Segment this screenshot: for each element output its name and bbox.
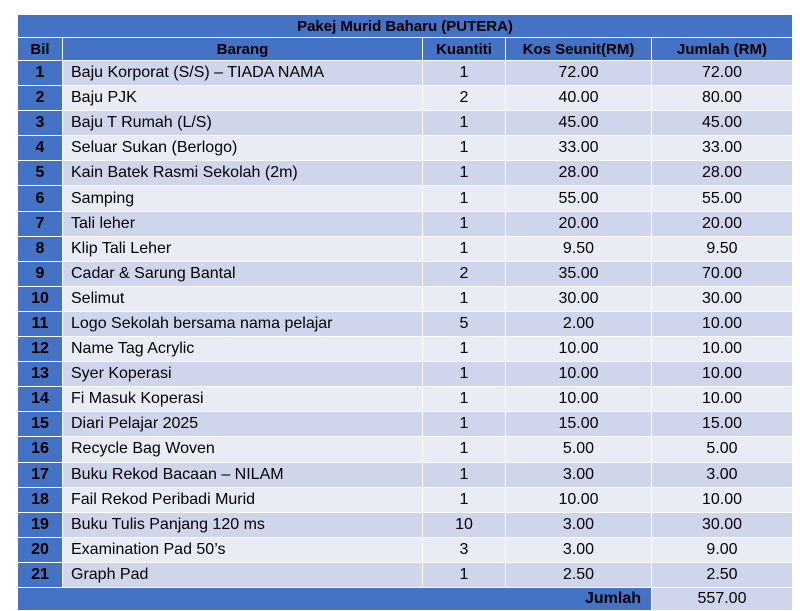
cell-barang: Baju T Rumah (L/S) [63,111,423,136]
cell-bil: 1 [18,61,63,86]
table-title: Pakej Murid Baharu (PUTERA) [18,15,793,38]
cell-jumlah: 20.00 [652,211,793,236]
cell-bil: 19 [18,512,63,537]
cell-barang: Fail Rekod Peribadi Murid [63,487,423,512]
cell-jumlah: 30.00 [652,512,793,537]
table-row [18,537,793,562]
cell-kuantiti: 3 [423,537,506,562]
cell-kuantiti: 10 [423,512,506,537]
table-row [18,61,793,86]
cell-kos-seunit: 35.00 [506,261,652,286]
cell-kuantiti: 1 [423,387,506,412]
table-row [18,86,793,111]
cell-barang: Logo Sekolah bersama nama pelajar [63,311,423,336]
cell-bil: 3 [18,111,63,136]
cell-kuantiti: 1 [423,337,506,362]
cell-kos-seunit: 10.00 [506,387,652,412]
table-row [18,487,793,512]
table-row [18,512,793,537]
cell-barang: Examination Pad 50’s [63,537,423,562]
cell-jumlah: 45.00 [652,111,793,136]
cell-kuantiti: 1 [423,136,506,161]
table-row [18,236,793,261]
cell-kos-seunit: 20.00 [506,211,652,236]
cell-kos-seunit: 28.00 [506,161,652,186]
cell-kos-seunit: 3.00 [506,537,652,562]
cell-barang: Baju PJK [63,86,423,111]
header-bil: Bil [18,38,63,61]
table-row [18,337,793,362]
cell-bil: 9 [18,261,63,286]
cell-barang: Klip Tali Leher [63,236,423,261]
table-row [18,261,793,286]
table-row [18,286,793,311]
cell-barang: Samping [63,186,423,211]
cell-barang: Diari Pelajar 2025 [63,412,423,437]
cell-jumlah: 33.00 [652,136,793,161]
cell-jumlah: 10.00 [652,311,793,336]
table-row [18,562,793,587]
cell-kos-seunit: 40.00 [506,86,652,111]
cell-kos-seunit: 72.00 [506,61,652,86]
table-row [18,437,793,462]
cell-barang: Buku Tulis Panjang 120 ms [63,512,423,537]
cell-kos-seunit: 33.00 [506,136,652,161]
table-row [18,362,793,387]
table-body [18,61,793,588]
cell-bil: 11 [18,311,63,336]
cell-kos-seunit: 10.00 [506,362,652,387]
cell-barang: Cadar & Sarung Bantal [63,261,423,286]
cell-kos-seunit: 55.00 [506,186,652,211]
header-jumlah: Jumlah (RM) [652,38,793,61]
cell-bil: 15 [18,412,63,437]
cell-bil: 6 [18,186,63,211]
cell-jumlah: 10.00 [652,337,793,362]
total-row [18,587,793,610]
cell-bil: 5 [18,161,63,186]
table-row [18,387,793,412]
cell-jumlah: 9.00 [652,537,793,562]
table-row [18,462,793,487]
total-label: Jumlah [18,587,652,610]
cell-barang: Selimut [63,286,423,311]
cell-kos-seunit: 10.00 [506,337,652,362]
cell-kuantiti: 2 [423,261,506,286]
cell-jumlah: 80.00 [652,86,793,111]
header-kos-seunit: Kos Seunit(RM) [506,38,652,61]
header-row [18,38,793,61]
cell-jumlah: 2.50 [652,562,793,587]
cell-kos-seunit: 3.00 [506,512,652,537]
cell-barang: Kain Batek Rasmi Sekolah (2m) [63,161,423,186]
cell-kuantiti: 1 [423,61,506,86]
cell-kuantiti: 2 [423,86,506,111]
table-row [18,311,793,336]
table-row [18,211,793,236]
header-kuantiti: Kuantiti [423,38,506,61]
table-row [18,186,793,211]
cell-bil: 2 [18,86,63,111]
cell-kuantiti: 1 [423,362,506,387]
cell-kuantiti: 1 [423,161,506,186]
cell-bil: 17 [18,462,63,487]
table-row [18,161,793,186]
cell-kos-seunit: 45.00 [506,111,652,136]
cell-kuantiti: 1 [423,462,506,487]
cell-bil: 8 [18,236,63,261]
cell-barang: Graph Pad [63,562,423,587]
package-table [17,14,793,611]
cell-jumlah: 10.00 [652,362,793,387]
header-barang: Barang [63,38,423,61]
cell-kuantiti: 1 [423,236,506,261]
cell-kos-seunit: 15.00 [506,412,652,437]
cell-bil: 4 [18,136,63,161]
cell-kos-seunit: 2.00 [506,311,652,336]
cell-kuantiti: 1 [423,562,506,587]
cell-bil: 12 [18,337,63,362]
cell-barang: Name Tag Acrylic [63,337,423,362]
cell-kuantiti: 1 [423,412,506,437]
cell-kos-seunit: 9.50 [506,236,652,261]
package-table-container [17,14,792,611]
cell-jumlah: 10.00 [652,387,793,412]
cell-jumlah: 70.00 [652,261,793,286]
table-row [18,111,793,136]
cell-kos-seunit: 10.00 [506,487,652,512]
cell-kuantiti: 1 [423,286,506,311]
cell-bil: 20 [18,537,63,562]
cell-jumlah: 5.00 [652,437,793,462]
cell-jumlah: 55.00 [652,186,793,211]
cell-bil: 16 [18,437,63,462]
cell-barang: Buku Rekod Bacaan – NILAM [63,462,423,487]
cell-barang: Syer Koperasi [63,362,423,387]
cell-jumlah: 10.00 [652,487,793,512]
table-row [18,136,793,161]
cell-bil: 13 [18,362,63,387]
cell-kuantiti: 1 [423,437,506,462]
cell-bil: 10 [18,286,63,311]
cell-kuantiti: 1 [423,111,506,136]
cell-jumlah: 30.00 [652,286,793,311]
cell-kos-seunit: 30.00 [506,286,652,311]
cell-jumlah: 72.00 [652,61,793,86]
cell-barang: Seluar Sukan (Berlogo) [63,136,423,161]
cell-kuantiti: 1 [423,211,506,236]
cell-barang: Fi Masuk Koperasi [63,387,423,412]
cell-kos-seunit: 5.00 [506,437,652,462]
cell-barang: Recycle Bag Woven [63,437,423,462]
cell-bil: 18 [18,487,63,512]
cell-barang: Tali leher [63,211,423,236]
cell-bil: 21 [18,562,63,587]
cell-jumlah: 3.00 [652,462,793,487]
cell-jumlah: 15.00 [652,412,793,437]
cell-barang: Baju Korporat (S/S) – TIADA NAMA [63,61,423,86]
cell-bil: 7 [18,211,63,236]
table-row [18,412,793,437]
cell-kuantiti: 1 [423,487,506,512]
cell-jumlah: 28.00 [652,161,793,186]
cell-kuantiti: 5 [423,311,506,336]
cell-kuantiti: 1 [423,186,506,211]
cell-jumlah: 9.50 [652,236,793,261]
cell-kos-seunit: 3.00 [506,462,652,487]
cell-bil: 14 [18,387,63,412]
total-value: 557.00 [652,587,793,610]
cell-kos-seunit: 2.50 [506,562,652,587]
